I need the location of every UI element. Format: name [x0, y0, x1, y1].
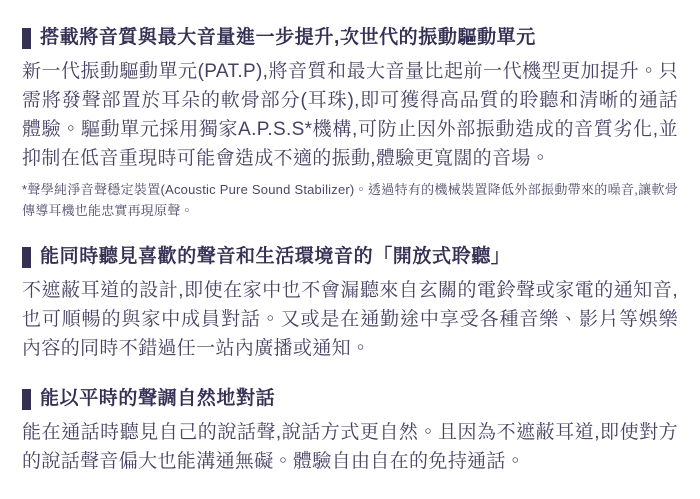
section-body: 新一代振動驅動單元(PAT.P),將音質和最大音量比起前一代機型更加提升。只需將發聲部置於耳朵的軟骨部分(耳珠),即可獲得高品質的聆聽和清晰的通話體驗。驅動單元採用獨家A.P.S.S*機構,可防止因外部振動造成的音質劣化,並抑制在低音重現時可能會造成不適的振動,體驗更寬闊的音場。: [22, 61, 678, 169]
section-body: 不遮蔽耳道的設計,即使在家中也不會漏聽來自玄關的電鈴聲或家電的通知音,也可順暢的與家中成員對話。又或是在通勤途中享受各種音樂、影片等娛樂內容的同時不錯過任一站內廣播或通知。: [22, 280, 678, 359]
feature-section-natural-talk: [22, 388, 678, 476]
section-heading-row: [22, 388, 678, 410]
section-body: 能在通話時聽見自己的說話聲,說話方式更自然。且因為不遮蔽耳道,即使對方的說話聲音偏大也能溝通無礙。體驗自由自在的免持通話。: [22, 422, 678, 472]
section-footnote: *聲學純淨音聲穩定裝置(Acoustic Pure Sound Stabilizer)。透過特有的機械裝置降低外部振動帶來的噪音,讓軟骨傳導耳機也能忠實再現原聲。: [22, 182, 678, 218]
heading-marker-bar-icon: [22, 389, 31, 410]
section-heading-row: [22, 27, 678, 49]
section-heading: 能同時聽見喜歡的聲音和生活環境音的「開放式聆聽」: [40, 246, 511, 267]
heading-marker-bar-icon: [22, 28, 31, 49]
section-heading: 能以平時的聲調自然地對話: [40, 388, 276, 409]
feature-section-driver: [22, 27, 678, 221]
section-heading-row: [22, 246, 678, 268]
feature-section-open-listening: [22, 246, 678, 363]
heading-marker-bar-icon: [22, 247, 31, 268]
section-heading: 搭載將音質與最大音量進一步提升,次世代的振動驅動單元: [40, 27, 536, 48]
